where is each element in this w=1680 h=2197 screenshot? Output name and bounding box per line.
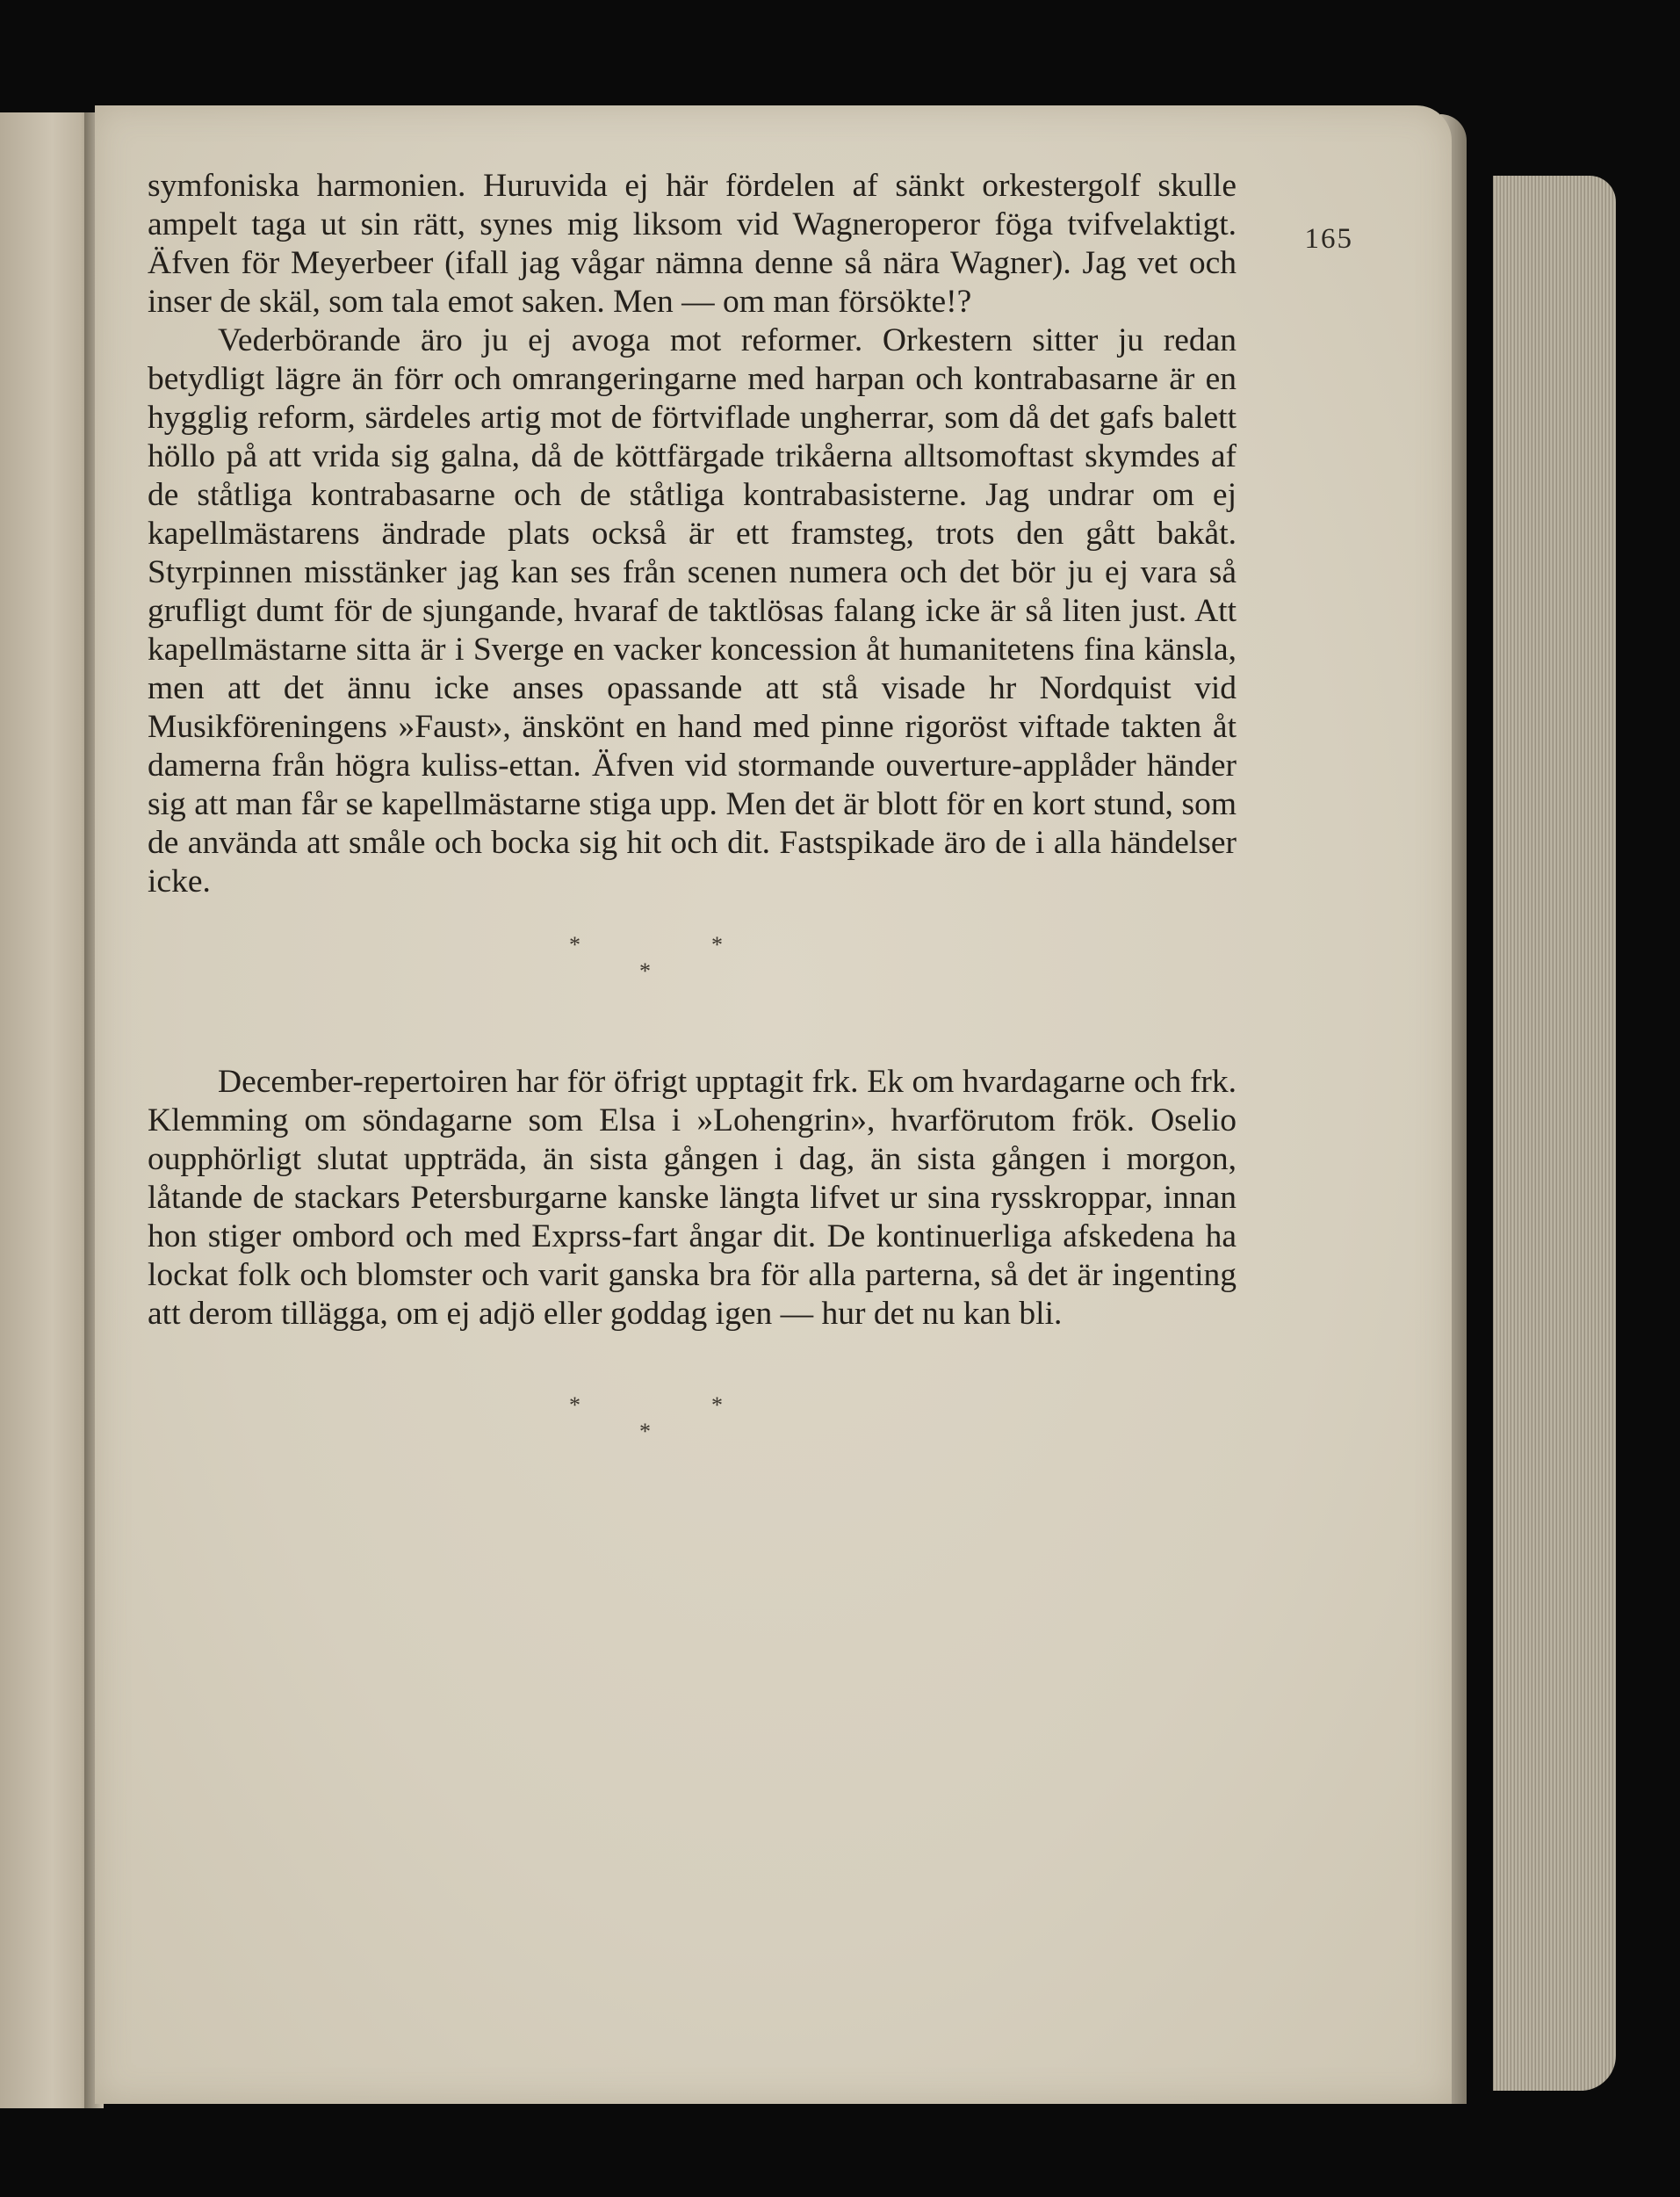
section-divider-1: [148, 926, 1237, 1007]
asterisk: *: [569, 1392, 580, 1418]
asterisk: *: [711, 932, 723, 958]
facing-page-edge: [0, 112, 95, 2108]
paragraph-1: symfoniska harmonien. Huruvida ej här fördelen af sänkt orkestergolf skulle ampelt taga ut sin rätt, synes mig liksom vid Wagneroperor föga tvifvelaktigt. Äfven för Meyerbeer (ifall jag vågar nämna denne så nära Wagner). Jag vet och inser de skäl, som tala emot saken. Men — om man försökte!?: [148, 168, 1237, 320]
paragraph-3: December-repertoiren har för öfrigt upptagit frk. Ek om hvardagarne och frk. Klemming om söndagarne som Elsa i »Lohengrin», hvarförutom frök. Oselio oupphörligt slutat uppträda, än sista gången i dag, än sista gången i morgon, låtande de stackars Petersburgarne kanske längta lifvet ur sina rysskroppar, innan hon stiger ombord och med Exprss-fart ångar dit. De kontinuerliga afskedena ha lockat folk och blomster och varit ganska bra för alla parterna, så det är ingenting att derom tillägga, om ej adjö eller goddag igen — hur det nu kan bli.: [148, 1064, 1237, 1332]
page-stack-edge: [1493, 176, 1616, 2091]
paragraph-2: Vederbörande äro ju ej avoga mot reformer. Orkestern sitter ju redan betydligt lägre än förr och omrangeringarne med harpan och kontrabasarne är en hygglig reform, särdeles artig mot de förtviflade ungherrar, som då det gafs balett höllo på att vrida sig galna, då de köttfärgade trikåerna alltsomoftast skymdes af de ståtliga kontrabasarne och de ståtliga kontrabasisterne. Jag undrar om ej kapellmästarens ändrade plats också är ett framsteg, trots den gått bakåt. Styrpinnen misstänker jag kan ses från scenen numera och det bör ju ej vara så grufligt dumt för de sjungande, hvaraf de taktlösas falang icke är så liten just. Att kapellmästarne sitta är i Sverge en vacker koncession åt humanitetens fina känsla, men att det ännu icke anses opassande att stå visade hr Nordquist vid Musikföreningens »Faust», änskönt en hand med pinne rigoröst viftade takten åt damerna från högra kuliss-ettan. Äfven vid stormande ouverture-applåder händer sig att man får se kapellmästarne stiga upp. Men det är blott för en kort stund, som de använda att småle och bocka sig hit och dit. Fastspikade äro de i alla händelser icke.: [148, 322, 1237, 900]
asterisk: *: [711, 1392, 723, 1418]
asterisk: *: [569, 932, 580, 958]
asterisk: *: [639, 1419, 651, 1444]
asterisk: *: [639, 958, 651, 984]
page-text: [148, 167, 1237, 1467]
section-divider-2: [148, 1386, 1237, 1467]
page-number: 165: [1304, 223, 1353, 255]
